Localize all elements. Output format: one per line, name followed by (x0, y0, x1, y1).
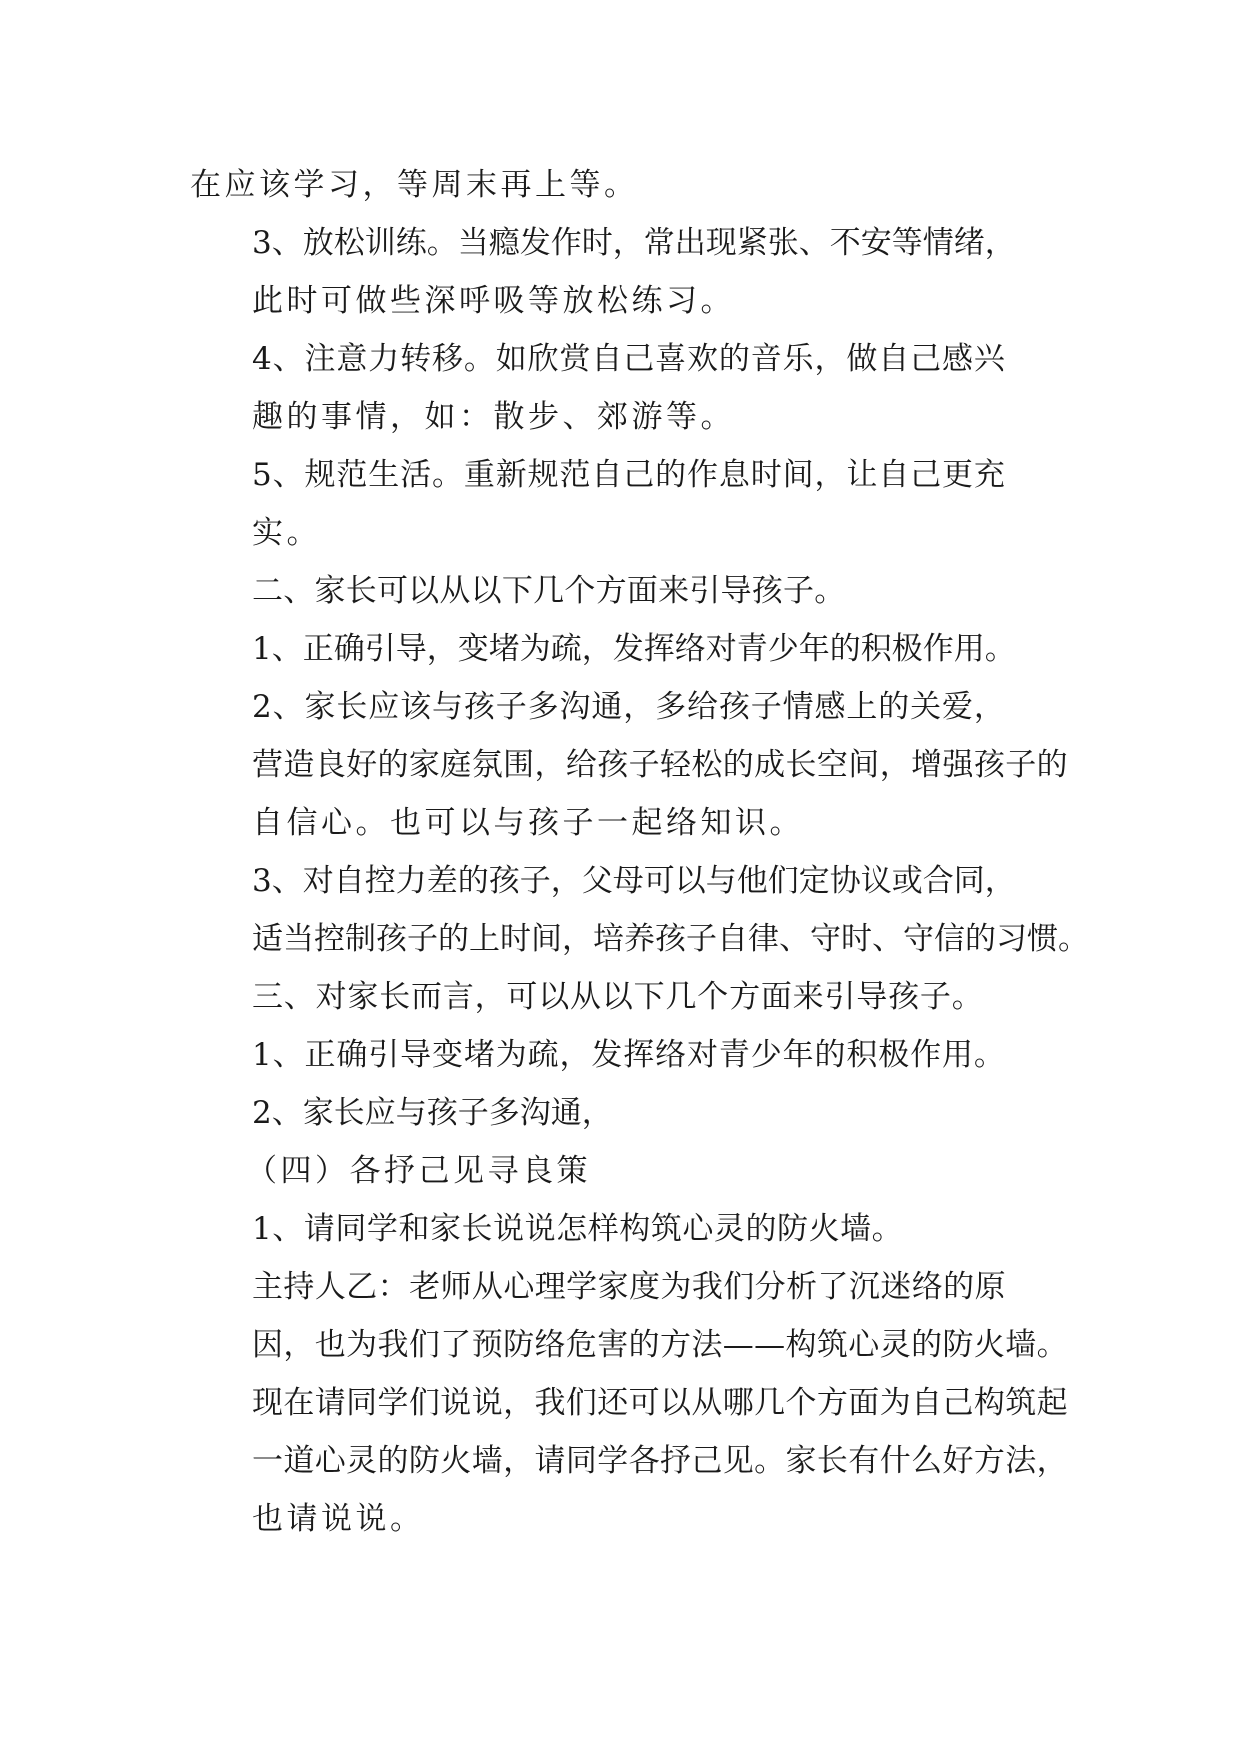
text-line: 2、家长应该与孩子多沟通，多给孩子情感上的关爱， (252, 689, 1006, 725)
text-line: 3、放松训练。当瘾发作时，常出现紧张、不安等情绪， (252, 225, 1016, 261)
text-line: 三、对家长而言，可以从以下几个方面来引导孩子。 (252, 979, 984, 1015)
text-line: 趣的事情，如：散步、郊游等。 (252, 399, 735, 435)
text-line: 1、正确引导，变堵为疏，发挥络对青少年的积极作用。 (252, 631, 1016, 667)
section-heading-parents-say (190, 968, 1068, 1026)
paragraph-continuation (190, 156, 1068, 214)
paragraph-communication-2 (190, 1084, 1068, 1142)
text-line: 1、请同学和家长说说怎样构筑心灵的防火墙。 (252, 1211, 904, 1247)
text-line: （四）各抒己见寻良策 (246, 1153, 591, 1189)
section-heading-parents (190, 562, 1068, 620)
text-line: 一道心灵的防火墙，请同学各抒己见。家长有什么好方法， (252, 1443, 1068, 1479)
text-line: 因，也为我们了预防络危害的方法——构筑心灵的防火墙。 (252, 1327, 1068, 1363)
text-line: 在应该学习，等周末再上等。 (190, 167, 639, 203)
text-line: 2、家长应与孩子多沟通， (252, 1095, 613, 1131)
text-line: 自信心。也可以与孩子一起络知识。 (252, 805, 804, 841)
text-line: 主持人乙：老师从心理学家度为我们分析了沉迷络的原 (252, 1269, 1006, 1305)
text-line: 现在请同学们说说，我们还可以从哪几个方面为自己构筑起 (252, 1385, 1068, 1421)
text-line: 适当控制孩子的上时间，培养孩子自律、守时、守信的习惯。 (252, 921, 1089, 957)
paragraph-regular-life (190, 446, 1068, 562)
paragraph-host-speech (190, 1258, 1068, 1548)
paragraph-attention-shift (190, 330, 1068, 446)
paragraph-firewall-question (190, 1200, 1068, 1258)
subsection-heading (190, 1142, 1068, 1200)
text-line: 营造良好的家庭氛围，给孩子轻松的成长空间，增强孩子的 (252, 747, 1068, 783)
paragraph-self-control (190, 852, 1089, 968)
text-line: 实。 (252, 515, 321, 551)
paragraph-relaxation-training (190, 214, 1068, 330)
text-line: 4、注意力转移。如欣赏自己喜欢的音乐，做自己感兴 (252, 341, 1006, 377)
text-line: 二、家长可以从以下几个方面来引导孩子。 (252, 573, 846, 609)
paragraph-communication (190, 678, 1068, 852)
text-line: 3、对自控力差的孩子，父母可以与他们定协议或合同， (252, 863, 1016, 899)
document-page (190, 156, 1089, 1548)
text-line: 1、正确引导变堵为疏，发挥络对青少年的积极作用。 (252, 1037, 1006, 1073)
paragraph-correct-guidance-2 (190, 1026, 1068, 1084)
paragraph-correct-guidance (190, 620, 1068, 678)
text-line: 也请说说。 (252, 1501, 425, 1537)
text-line: 此时可做些深呼吸等放松练习。 (252, 283, 735, 319)
text-line: 5、规范生活。重新规范自己的作息时间，让自己更充 (252, 457, 1006, 493)
